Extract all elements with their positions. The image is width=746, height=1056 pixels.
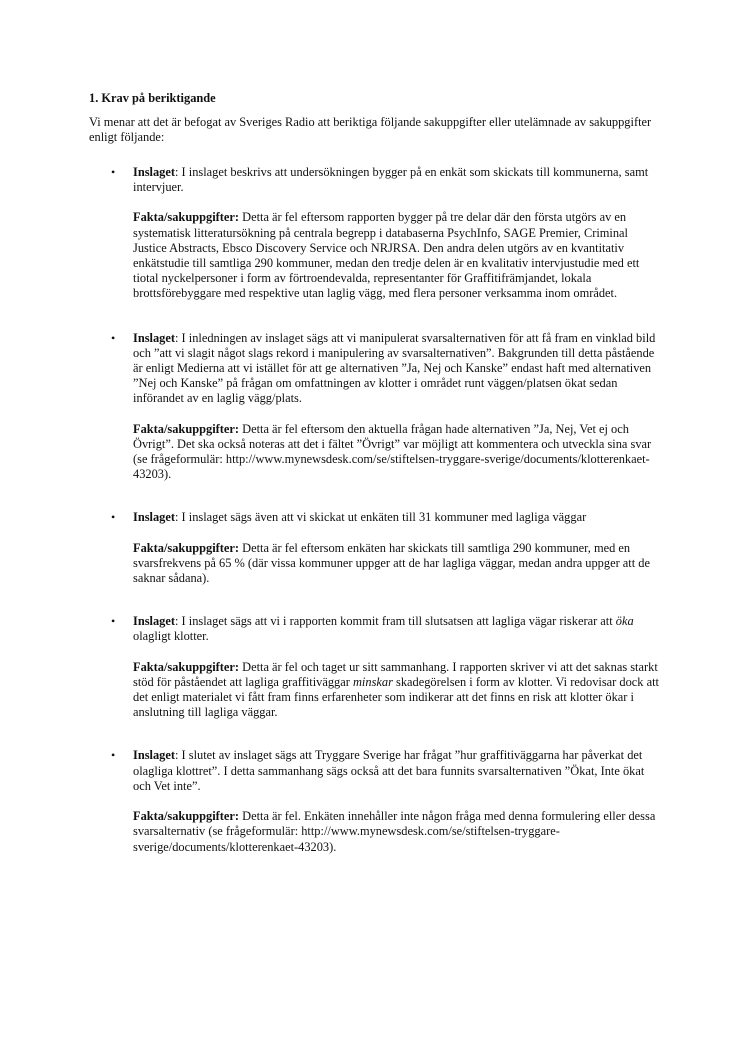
fakta-text-b: skadegörelsen i form av klotter. Vi redovisar dock att det enligt materialet vi fått fram finns erfarenheter som indikerar att det finns en risk att klotter ökar i anslutning till lagliga väggar. xyxy=(133,674,659,720)
list-item xyxy=(89,510,661,586)
intro-paragraph: Vi menar att det är befogat av Sveriges Radio att beriktiga följande sakuppgifter eller utelämnade av sakuppgifter enligt följande: xyxy=(89,115,652,145)
inslaget-label: Inslaget xyxy=(133,510,175,525)
inslaget-label: Inslaget xyxy=(133,614,175,629)
section-heading: 1. Krav på beriktigande xyxy=(89,91,216,105)
inslaget-text-b: olagligt klotter. xyxy=(133,629,209,644)
fakta-paragraph xyxy=(133,660,661,721)
inslaget-paragraph xyxy=(133,748,661,794)
fakta-text: Detta är fel eftersom rapporten bygger på tre delar där den första utgörs av en systematisk litteratursökning på centrala begrepp i databaserna PsychInfo, SAGE Premier, Criminal Justice Abstracts, Ebsco Discovery Service och NRJRSA. Den andra delen utgörs av en kvantitativ enkätstudie till samtliga 290 kommuner, medan den tredje delen är en kvalitativ intervjustudie med ett tiotal nyckelpersoner i form av förtroendevalda, representanter för Graffitifrämjandet, lokala brottsförebyggare med respektive utan laglig vägg, med flera personer verksamma inom området. xyxy=(133,210,640,301)
bullet-icon: • xyxy=(111,614,116,629)
fakta-text: Detta är fel eftersom den aktuella frågan hade alternativen ”Ja, Nej, Vet ej och Övrigt”. Det ska också noteras att det i fältet ”Övrigt” var möjligt att kommentera och utveckla sina svar (se frågeformulär: http://www.mynewsdesk.com/se/stiftelsen-tryggare-sverige/documents/klotterenkaet-43203). xyxy=(133,421,652,482)
inslaget-label: Inslaget xyxy=(133,330,175,345)
inslaget-paragraph xyxy=(133,510,661,525)
fakta-paragraph xyxy=(133,210,661,301)
list-item xyxy=(89,748,661,854)
bullet-icon: • xyxy=(111,330,116,345)
fakta-paragraph xyxy=(133,541,661,587)
inslaget-text: : I inslaget sägs även att vi skickat ut enkäten till 31 kommuner med lagliga väggar xyxy=(175,510,587,525)
fakta-paragraph xyxy=(133,422,661,483)
bullet-icon: • xyxy=(111,748,116,763)
inslaget-emphasis: öka xyxy=(615,614,634,629)
bullet-icon: • xyxy=(111,510,116,525)
inslaget-label: Inslaget xyxy=(133,748,175,763)
fakta-emphasis: minskar xyxy=(352,674,393,689)
fakta-text-a: Detta är fel och taget ur sitt sammanhang. I rapporten skriver vi att det saknas starkt stöd för påståendet att lagliga graffitiväggar xyxy=(133,659,658,689)
list-item xyxy=(89,614,661,720)
fakta-label: Fakta/sakuppgifter: xyxy=(133,540,240,555)
fakta-label: Fakta/sakuppgifter: xyxy=(133,659,240,674)
inslaget-paragraph xyxy=(133,331,661,407)
fakta-label: Fakta/sakuppgifter: xyxy=(133,809,240,824)
list-item xyxy=(89,165,661,302)
inslaget-text-a: : I inslaget sägs att vi i rapporten kommit fram till slutsatsen att lagliga vägar riskerar att xyxy=(175,614,616,629)
inslaget-paragraph xyxy=(133,614,661,644)
inslaget-paragraph xyxy=(133,165,661,195)
fakta-label: Fakta/sakuppgifter: xyxy=(133,210,240,225)
inslaget-label: Inslaget xyxy=(133,165,175,179)
fakta-paragraph xyxy=(133,809,661,855)
fakta-label: Fakta/sakuppgifter: xyxy=(133,421,240,436)
inslaget-text: : I inledningen av inslaget sägs att vi manipulerat svarsalternativen för att få fram en vinklad bild och ”att vi slagit något slags rekord i manipulering av svarsalternativen”. Bakgrunden till detta påstående är enligt Medierna att vi istället för att ge alternativen ”Ja, Nej och Kanske” endast haft med alternativen ”Nej och Kanske” på frågan om omfattningen av klotter i området runt väggen/platsen ökat sedan införandet av en laglig vägg/plats. xyxy=(133,330,656,406)
fakta-text: Detta är fel. Enkäten innehåller inte någon fråga med denna formulering eller dessa svarsalternativ (se frågeformulär: http://www.mynewsdesk.com/se/stiftelsen-tryggare-sverige/documents/klotterenkaet-43203). xyxy=(133,809,656,854)
claims-list xyxy=(89,165,661,855)
fakta-text: Detta är fel eftersom enkäten har skickats till samtliga 290 kommuner, med en svarsfrekvens på 65 % (där vissa kommuner uppger att de har lagliga väggar, medan andra uppger att de saknar sådana). xyxy=(133,540,650,586)
list-item xyxy=(89,331,661,483)
bullet-icon: • xyxy=(111,165,116,179)
inslaget-text: : I slutet av inslaget sägs att Tryggare Sverige har frågat ”hur graffitiväggarna har påverkat det olagliga klottret”. I detta sammanhang sägs också att det bara funnits svarsalternativen ”Ökat, Inte ökat och Vet inte”. xyxy=(133,748,645,793)
inslaget-text: : I inslaget beskrivs att undersökningen bygger på en enkät som skickats till kommunerna, samt intervjuer. xyxy=(133,165,649,195)
